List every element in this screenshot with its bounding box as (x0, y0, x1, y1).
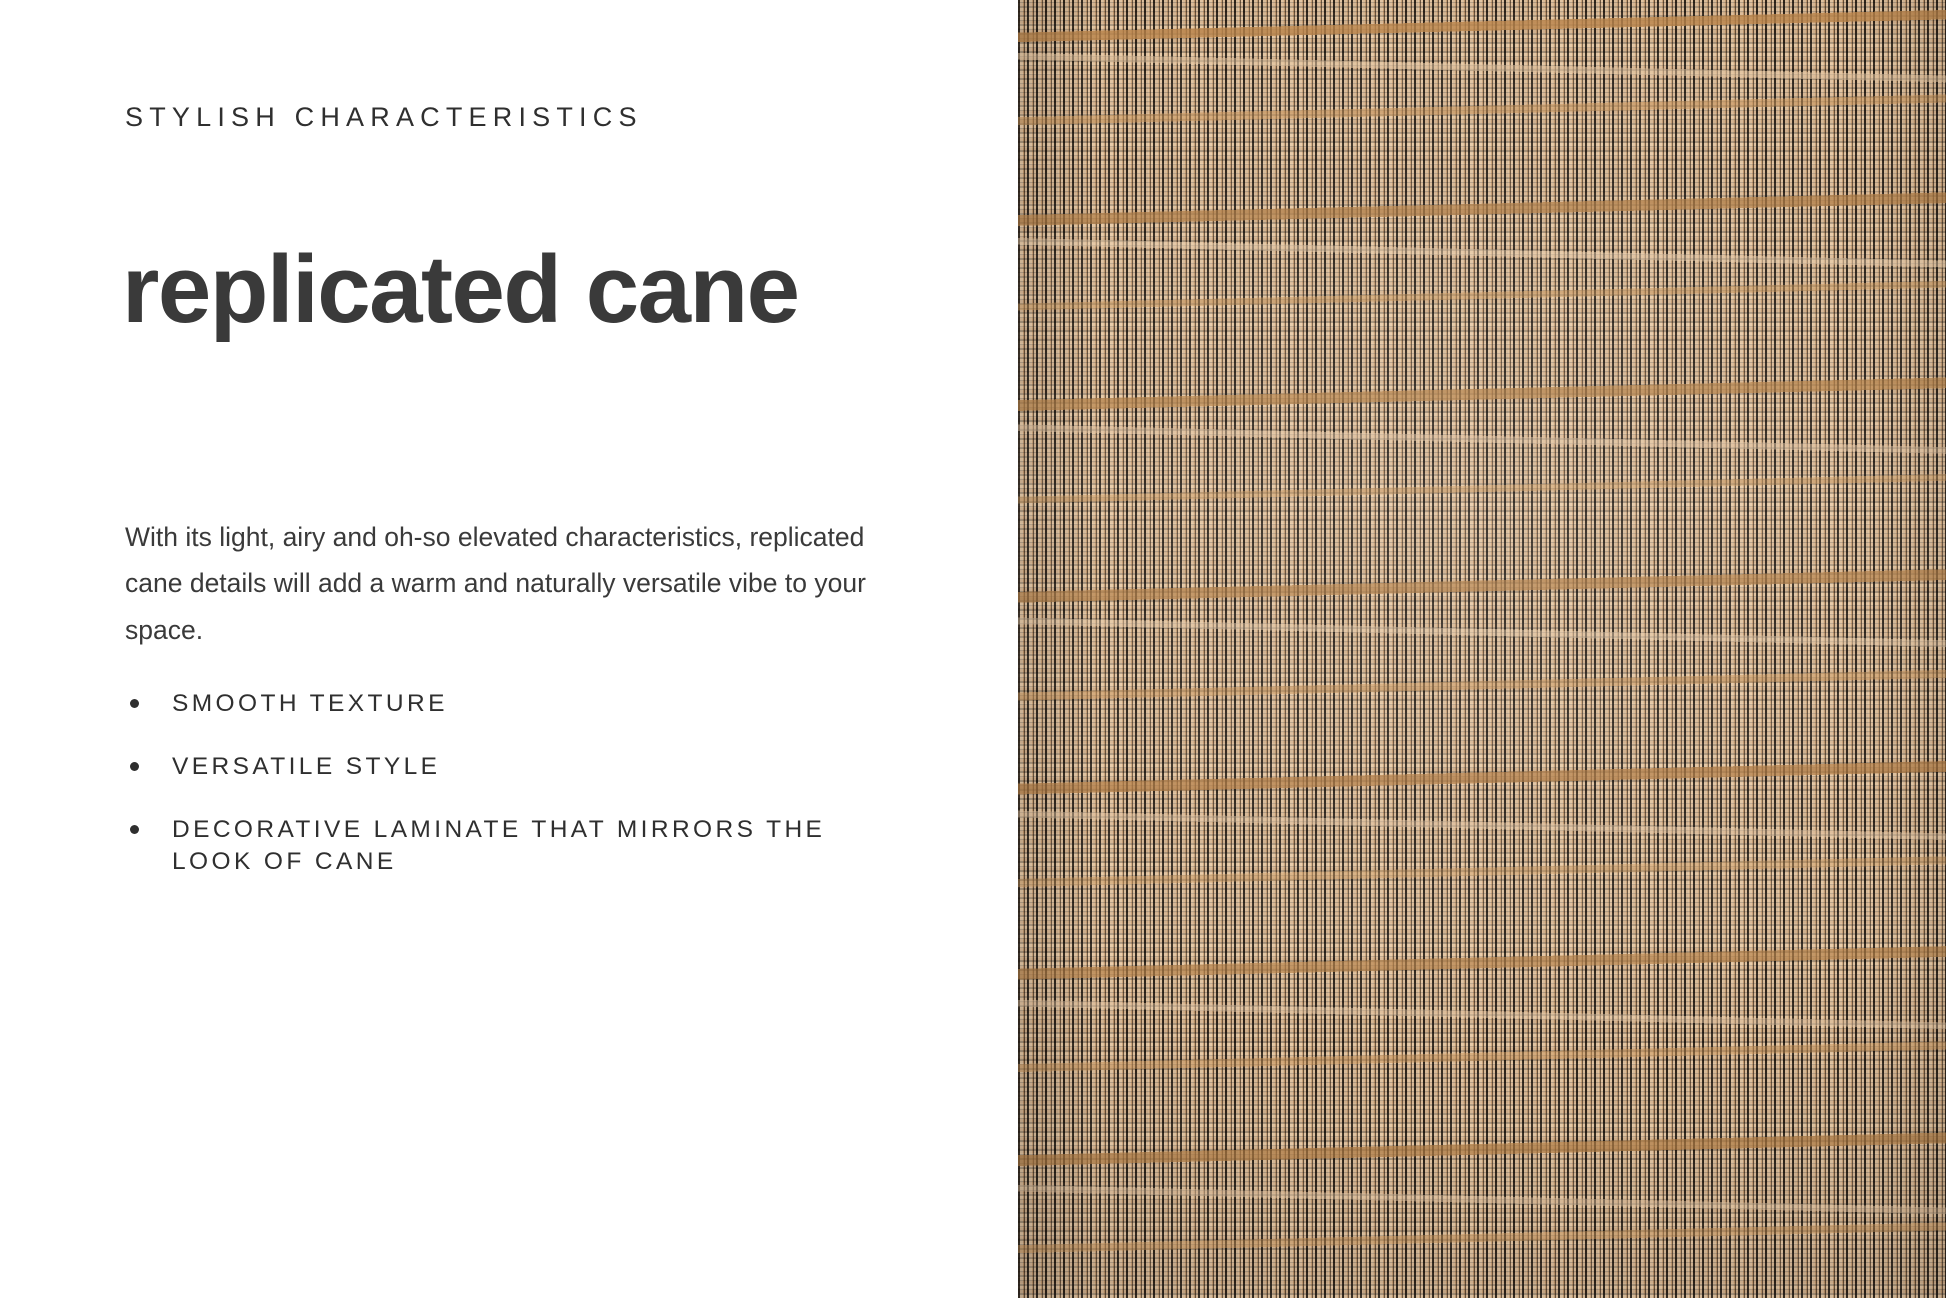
page-title: replicated cane (122, 236, 799, 344)
bullet-icon (130, 825, 139, 834)
list-item-label: SMOOTH TEXTURE (172, 690, 448, 717)
body-paragraph: With its light, airy and oh-so elevated characteristics, replicated cane details will add a warm and naturally versatile vibe to your space. (125, 521, 866, 646)
weave-shading-layer (1018, 0, 1946, 1298)
list-item (125, 751, 885, 783)
weave-graphic (1018, 0, 1946, 1298)
bullet-icon (130, 699, 139, 708)
list-item (125, 688, 885, 720)
list-item-label: VERSATILE STYLE (172, 752, 441, 780)
bullet-icon (130, 762, 139, 771)
eyebrow-label: STYLISH CHARACTERISTICS (125, 102, 643, 132)
feature-list (125, 688, 885, 877)
cane-texture-image (1018, 0, 1946, 1298)
list-item-label: DECORATIVE LAMINATE THAT MIRRORS THE LOOK OF CANE (172, 815, 826, 875)
list-item (125, 814, 885, 878)
